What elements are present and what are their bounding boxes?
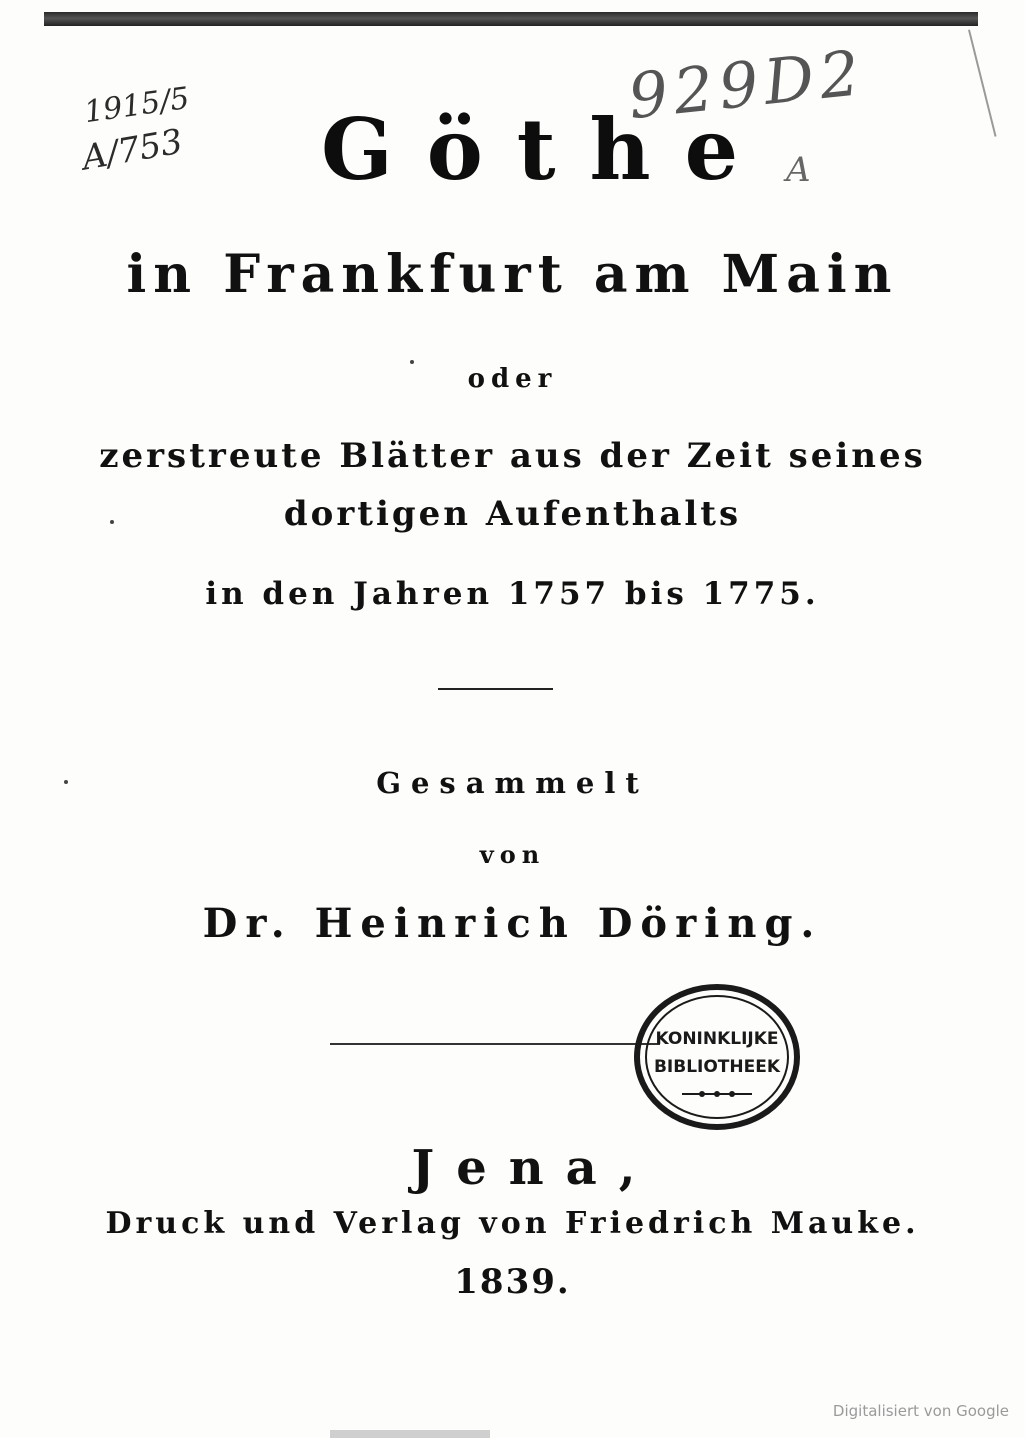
top-border-rule	[44, 12, 978, 26]
publisher-line: Druck und Verlag von Friedrich Mauke.	[105, 1206, 920, 1241]
shelfmark-annotation-line1: 1915/5	[82, 80, 192, 131]
years-line: in den Jahren 1757 bis 1775.	[205, 576, 820, 612]
publication-year: 1839.	[454, 1262, 571, 1302]
catalog-number-annotation: 929D2	[624, 35, 869, 134]
bottom-edge-smudge	[330, 1430, 490, 1438]
stamp-text-line2: BIBLIOTHEEK	[653, 1057, 781, 1077]
by-label: von	[479, 840, 546, 869]
short-divider-rule	[438, 688, 553, 690]
ink-speck	[64, 780, 68, 784]
description-line-1: zerstreute Blätter aus der Zeit seines	[99, 436, 926, 476]
digitization-watermark: Digitalisiert von Google	[832, 1402, 1009, 1420]
long-divider-rule	[330, 1043, 660, 1045]
author-name: Dr. Heinrich Döring.	[202, 900, 823, 947]
catalog-letter-annotation: A	[786, 150, 811, 190]
description-line-2: dortigen Aufenthalts	[283, 494, 742, 534]
collected-label: Gesammelt	[376, 766, 649, 800]
stamp-text-line1: KONINKLIJKE	[655, 1029, 779, 1049]
library-stamp	[632, 982, 802, 1132]
publication-place: Jena,	[411, 1140, 658, 1196]
ink-speck	[410, 360, 414, 364]
conjunction-text: oder	[467, 364, 558, 394]
shelfmark-annotation-line2: A/753	[79, 121, 186, 179]
ink-speck	[110, 520, 114, 524]
book-subtitle: in Frankfurt am Main	[126, 244, 899, 305]
book-title: Göthe	[320, 100, 773, 199]
